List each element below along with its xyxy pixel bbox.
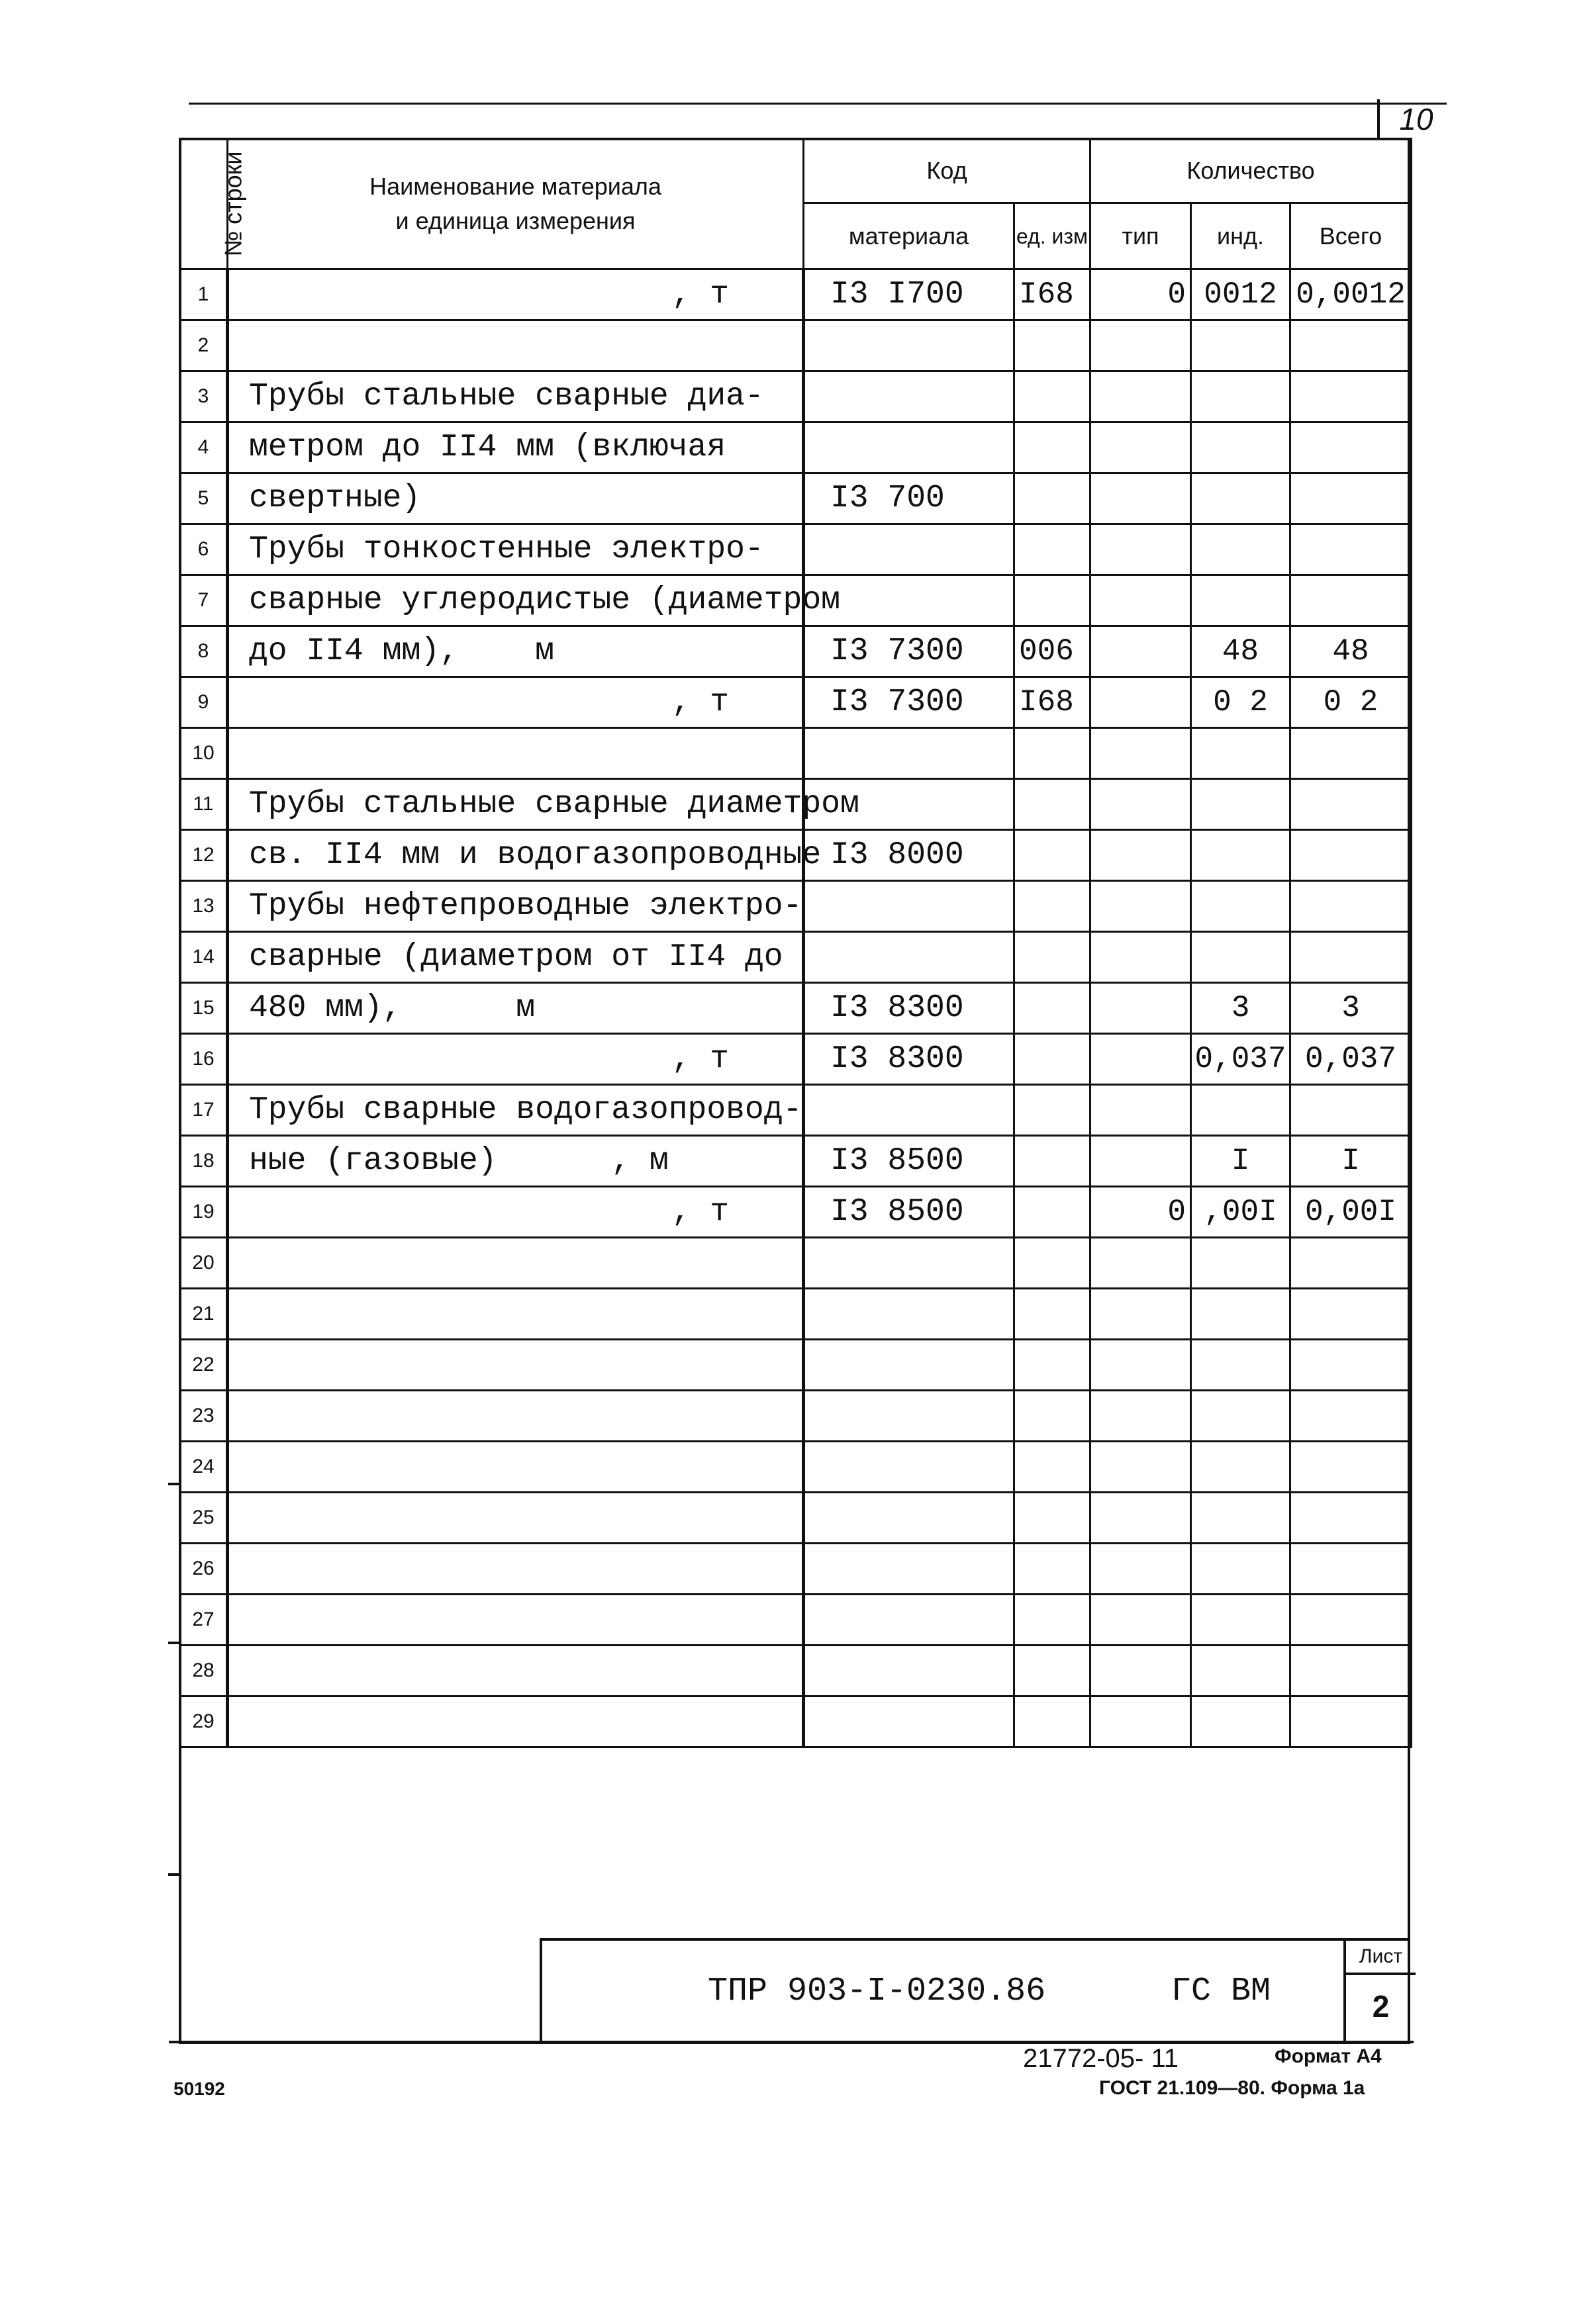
unit-code <box>1014 1697 1090 1747</box>
unit-code <box>1014 1595 1090 1646</box>
header-code-group: Код <box>804 139 1090 203</box>
sheet-cell <box>1343 1941 1416 2041</box>
table-row <box>180 1136 1412 1187</box>
top-rule <box>189 103 1447 105</box>
table-row <box>180 881 1412 932</box>
material-name: св. II4 мм и водогазопроводные <box>228 830 804 881</box>
material-name <box>228 1391 804 1442</box>
material-code <box>804 1544 1014 1595</box>
row-number: 14 <box>180 932 228 983</box>
qty-ind <box>1191 524 1290 575</box>
table-row <box>180 371 1412 422</box>
material-code: I3 8000 <box>804 830 1014 881</box>
qty-total <box>1290 320 1412 371</box>
material-code <box>804 1442 1014 1493</box>
row-number: 27 <box>180 1595 228 1646</box>
material-code <box>804 1391 1014 1442</box>
qty-ind <box>1191 1085 1290 1136</box>
material-name: Трубы стальные сварные диаметром <box>228 779 804 830</box>
qty-type <box>1090 983 1191 1034</box>
material-name: сварные углеродистые (диаметром <box>228 575 804 626</box>
material-code <box>804 881 1014 932</box>
qty-type <box>1090 779 1191 830</box>
material-code <box>804 1238 1014 1289</box>
row-number: 24 <box>180 1442 228 1493</box>
material-code <box>804 524 1014 575</box>
qty-ind <box>1191 1595 1290 1646</box>
material-name <box>228 1697 804 1747</box>
qty-type <box>1090 1493 1191 1544</box>
qty-type <box>1090 371 1191 422</box>
material-name: Трубы сварные водогазопровод- <box>228 1085 804 1136</box>
material-code: I3 8300 <box>804 1034 1014 1085</box>
qty-type <box>1090 830 1191 881</box>
material-name <box>228 1493 804 1544</box>
material-code: I3 7300 <box>804 677 1014 728</box>
qty-ind <box>1191 422 1290 473</box>
qty-ind: 48 <box>1191 626 1290 677</box>
row-number: 11 <box>180 779 228 830</box>
qty-total <box>1290 1238 1412 1289</box>
qty-ind <box>1191 1238 1290 1289</box>
format-label: Формат А4 <box>1275 2045 1382 2067</box>
material-code <box>804 1085 1014 1136</box>
table-row <box>180 1034 1412 1085</box>
table-row <box>180 1697 1412 1747</box>
unit-code <box>1014 1034 1090 1085</box>
unit-code <box>1014 1238 1090 1289</box>
form-code: 50192 <box>173 2078 225 2099</box>
qty-type <box>1090 524 1191 575</box>
row-number: 23 <box>180 1391 228 1442</box>
material-name: , т <box>228 677 804 728</box>
material-code <box>804 1646 1014 1697</box>
material-code <box>804 1595 1014 1646</box>
qty-total <box>1290 881 1412 932</box>
table-row <box>180 1595 1412 1646</box>
material-name <box>228 1646 804 1697</box>
table-row <box>180 677 1412 728</box>
material-code <box>804 1697 1014 1747</box>
qty-type <box>1090 1646 1191 1697</box>
unit-code <box>1014 524 1090 575</box>
table-row <box>180 626 1412 677</box>
qty-total <box>1290 1544 1412 1595</box>
qty-ind <box>1191 371 1290 422</box>
qty-total <box>1290 830 1412 881</box>
material-name <box>228 728 804 779</box>
qty-ind <box>1191 575 1290 626</box>
material-name: , т <box>228 1187 804 1238</box>
qty-type <box>1090 1697 1191 1747</box>
unit-code <box>1014 320 1090 371</box>
table-row <box>180 830 1412 881</box>
qty-ind <box>1191 779 1290 830</box>
unit-code <box>1014 779 1090 830</box>
material-code: I3 I700 <box>804 269 1014 320</box>
qty-type <box>1090 1340 1191 1391</box>
qty-total <box>1290 371 1412 422</box>
qty-type: 0 <box>1090 269 1191 320</box>
table-row <box>180 524 1412 575</box>
unit-code <box>1014 1136 1090 1187</box>
row-number: 8 <box>180 626 228 677</box>
row-number: 28 <box>180 1646 228 1697</box>
unit-code: I68 <box>1014 677 1090 728</box>
qty-type <box>1090 1034 1191 1085</box>
page-number: 10 <box>1377 99 1453 139</box>
qty-type <box>1090 320 1191 371</box>
qty-ind <box>1191 1391 1290 1442</box>
material-name <box>228 1238 804 1289</box>
material-name <box>228 320 804 371</box>
unit-code <box>1014 881 1090 932</box>
table-row <box>180 728 1412 779</box>
qty-type <box>1090 881 1191 932</box>
unit-code <box>1014 1340 1090 1391</box>
qty-type: 0 <box>1090 1187 1191 1238</box>
table-row <box>180 320 1412 371</box>
table-row <box>180 1085 1412 1136</box>
unit-code <box>1014 1493 1090 1544</box>
material-name <box>228 1340 804 1391</box>
material-name <box>228 1595 804 1646</box>
table-row <box>180 1340 1412 1391</box>
qty-total <box>1290 1646 1412 1697</box>
unit-code <box>1014 983 1090 1034</box>
qty-ind: 0 2 <box>1191 677 1290 728</box>
row-number: 16 <box>180 1034 228 1085</box>
qty-type <box>1090 1595 1191 1646</box>
table-row <box>180 1289 1412 1340</box>
header-qty-type: тип <box>1090 203 1191 269</box>
header-code-material: материала <box>804 203 1014 269</box>
qty-type <box>1090 728 1191 779</box>
material-name: ные (газовые) , м <box>228 1136 804 1187</box>
unit-code: I68 <box>1014 269 1090 320</box>
unit-code <box>1014 1085 1090 1136</box>
table-row <box>180 473 1412 524</box>
qty-ind: I <box>1191 1136 1290 1187</box>
row-number: 25 <box>180 1493 228 1544</box>
row-number: 17 <box>180 1085 228 1136</box>
qty-ind: 0012 <box>1191 269 1290 320</box>
qty-type <box>1090 932 1191 983</box>
qty-total <box>1290 1697 1412 1747</box>
unit-code <box>1014 371 1090 422</box>
qty-total <box>1290 1085 1412 1136</box>
qty-total <box>1290 1442 1412 1493</box>
row-number: 20 <box>180 1238 228 1289</box>
unit-code <box>1014 1391 1090 1442</box>
material-code: I3 8300 <box>804 983 1014 1034</box>
material-name: Трубы стальные сварные диа- <box>228 371 804 422</box>
qty-ind: 0,037 <box>1191 1034 1290 1085</box>
qty-ind <box>1191 830 1290 881</box>
qty-total <box>1290 1289 1412 1340</box>
qty-total <box>1290 422 1412 473</box>
unit-code <box>1014 728 1090 779</box>
material-name: Трубы нефтепроводные электро- <box>228 881 804 932</box>
unit-code <box>1014 1646 1090 1697</box>
table-row <box>180 1187 1412 1238</box>
qty-type <box>1090 1289 1191 1340</box>
header-code-unit: ед. изм <box>1014 203 1090 269</box>
qty-total <box>1290 473 1412 524</box>
materials-table <box>179 138 1412 1748</box>
qty-total: 0,0012 <box>1290 269 1412 320</box>
row-number: 1 <box>180 269 228 320</box>
qty-total <box>1290 1493 1412 1544</box>
qty-type <box>1090 1442 1191 1493</box>
material-code: I3 8500 <box>804 1187 1014 1238</box>
material-code: I3 7300 <box>804 626 1014 677</box>
qty-ind: ,00I <box>1191 1187 1290 1238</box>
table-row <box>180 983 1412 1034</box>
qty-ind <box>1191 728 1290 779</box>
material-name: Трубы тонкостенные электро- <box>228 524 804 575</box>
gost-label: ГОСТ 21.109—80. Форма 1а <box>1099 2077 1365 2099</box>
material-code <box>804 320 1014 371</box>
row-number: 6 <box>180 524 228 575</box>
margin-tick <box>168 1873 179 1876</box>
qty-type <box>1090 626 1191 677</box>
qty-type <box>1090 422 1191 473</box>
material-code <box>804 932 1014 983</box>
table-row <box>180 779 1412 830</box>
table-row <box>180 1646 1412 1697</box>
title-block <box>540 1938 1410 2041</box>
row-number: 5 <box>180 473 228 524</box>
material-code: I3 700 <box>804 473 1014 524</box>
qty-ind <box>1191 473 1290 524</box>
material-code <box>804 728 1014 779</box>
row-number: 3 <box>180 371 228 422</box>
row-number: 15 <box>180 983 228 1034</box>
qty-type <box>1090 575 1191 626</box>
qty-type <box>1090 1085 1191 1136</box>
material-name: до II4 мм), м <box>228 626 804 677</box>
row-number: 7 <box>180 575 228 626</box>
qty-total <box>1290 1340 1412 1391</box>
qty-ind <box>1191 1544 1290 1595</box>
row-number: 22 <box>180 1340 228 1391</box>
qty-total <box>1290 779 1412 830</box>
material-name: метром до II4 мм (включая <box>228 422 804 473</box>
qty-type <box>1090 1136 1191 1187</box>
row-number: 18 <box>180 1136 228 1187</box>
qty-ind: 3 <box>1191 983 1290 1034</box>
material-name <box>228 1442 804 1493</box>
qty-total <box>1290 1391 1412 1442</box>
bottom-rule <box>169 2041 1414 2043</box>
material-name <box>228 1289 804 1340</box>
material-name: 480 мм), м <box>228 983 804 1034</box>
qty-ind <box>1191 1340 1290 1391</box>
row-number: 21 <box>180 1289 228 1340</box>
header-name: Наименование материала и единица измерения <box>228 139 804 269</box>
table-row <box>180 1391 1412 1442</box>
qty-type <box>1090 473 1191 524</box>
qty-total <box>1290 728 1412 779</box>
qty-total: 48 <box>1290 626 1412 677</box>
qty-type <box>1090 1391 1191 1442</box>
unit-code <box>1014 932 1090 983</box>
row-number: 13 <box>180 881 228 932</box>
material-name: сварные (диаметром от II4 до <box>228 932 804 983</box>
unit-code: 006 <box>1014 626 1090 677</box>
sheet-value: 2 <box>1372 1989 1390 2023</box>
material-name: , т <box>228 269 804 320</box>
unit-code <box>1014 1442 1090 1493</box>
material-code: I3 8500 <box>804 1136 1014 1187</box>
qty-total: 0,00I <box>1290 1187 1412 1238</box>
header-qty-group: Количество <box>1090 139 1412 203</box>
qty-ind <box>1191 1289 1290 1340</box>
qty-ind <box>1191 1697 1290 1747</box>
header-qty-total: Всего <box>1290 203 1412 269</box>
qty-ind <box>1191 881 1290 932</box>
row-number: 29 <box>180 1697 228 1747</box>
unit-code <box>1014 1544 1090 1595</box>
material-code <box>804 1493 1014 1544</box>
material-code <box>804 1340 1014 1391</box>
table-row <box>180 422 1412 473</box>
document-code: ТПР 903-I-0230.86 <box>708 1973 1046 2010</box>
row-number: 4 <box>180 422 228 473</box>
header-qty-ind: инд. <box>1191 203 1290 269</box>
row-number: 19 <box>180 1187 228 1238</box>
table-row <box>180 1442 1412 1493</box>
margin-tick <box>168 1642 179 1644</box>
qty-total: 0 2 <box>1290 677 1412 728</box>
unit-code <box>1014 830 1090 881</box>
qty-total: 3 <box>1290 983 1412 1034</box>
document-mark: ГС ВМ <box>1171 1973 1271 2010</box>
table-row <box>180 269 1412 320</box>
row-number: 9 <box>180 677 228 728</box>
table-row <box>180 1544 1412 1595</box>
qty-type <box>1090 677 1191 728</box>
qty-total: I <box>1290 1136 1412 1187</box>
archive-number: 21772-05- 11 <box>1023 2044 1179 2073</box>
qty-total <box>1290 1595 1412 1646</box>
qty-total: 0,037 <box>1290 1034 1412 1085</box>
row-number: 2 <box>180 320 228 371</box>
material-name: , т <box>228 1034 804 1085</box>
qty-total <box>1290 932 1412 983</box>
sheet-label: Лист <box>1346 1941 1416 1975</box>
unit-code <box>1014 422 1090 473</box>
row-number: 12 <box>180 830 228 881</box>
unit-code <box>1014 473 1090 524</box>
table-row <box>180 932 1412 983</box>
qty-ind <box>1191 1442 1290 1493</box>
margin-tick <box>168 1483 179 1485</box>
table-row <box>180 1238 1412 1289</box>
qty-ind <box>1191 932 1290 983</box>
unit-code <box>1014 575 1090 626</box>
unit-code <box>1014 1289 1090 1340</box>
material-code <box>804 1289 1014 1340</box>
table-row <box>180 575 1412 626</box>
material-name <box>228 1544 804 1595</box>
qty-type <box>1090 1544 1191 1595</box>
material-code <box>804 371 1014 422</box>
qty-ind <box>1191 1493 1290 1544</box>
row-number: 10 <box>180 728 228 779</box>
header-row-no: № строки <box>180 139 228 269</box>
qty-ind <box>1191 320 1290 371</box>
qty-total <box>1290 575 1412 626</box>
qty-type <box>1090 1238 1191 1289</box>
material-code <box>804 422 1014 473</box>
qty-total <box>1290 524 1412 575</box>
row-number: 26 <box>180 1544 228 1595</box>
qty-ind <box>1191 1646 1290 1697</box>
table-row <box>180 1493 1412 1544</box>
material-name: свертные) <box>228 473 804 524</box>
unit-code <box>1014 1187 1090 1238</box>
